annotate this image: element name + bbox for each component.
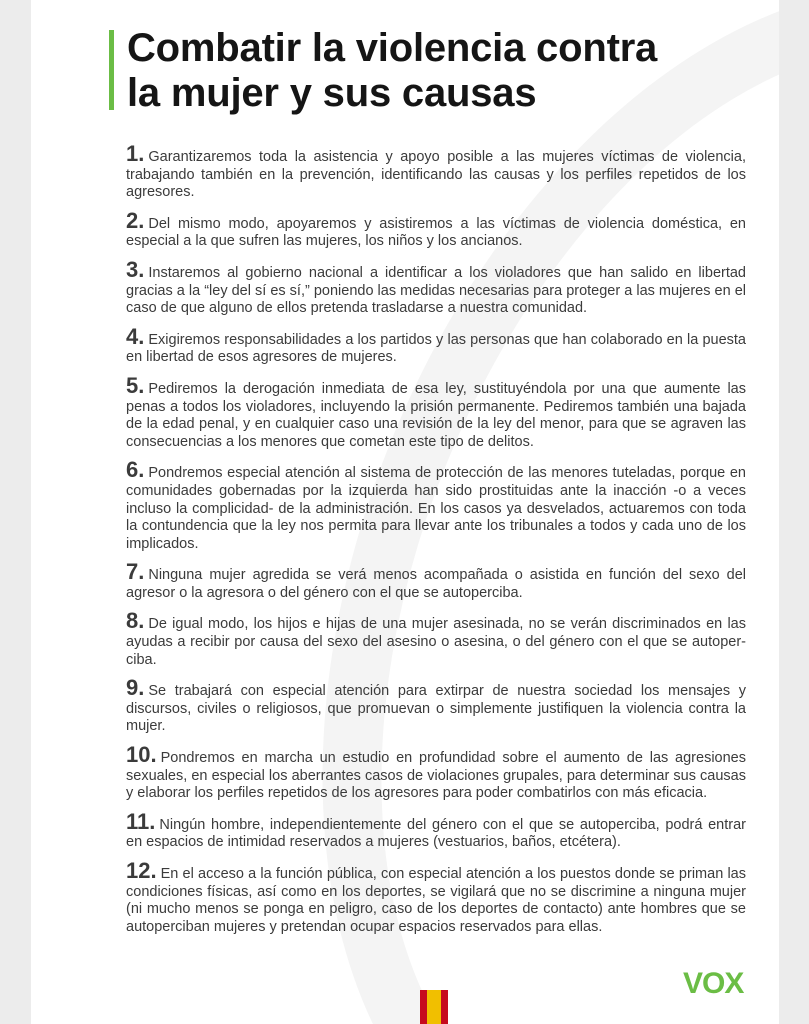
list-item <box>126 372 746 451</box>
item-text: Instaremos al gobierno nacional a identificar a los violadores que han salido en libertad gracias a la “ley del sí es sí,” poniendo las medidas necesarias para proteger a las mujeres en el caso de que alguno de ellos pretenda trasladarse a nuestra comunidad. <box>126 264 746 317</box>
item-number: 2. <box>126 207 145 233</box>
list-item <box>126 457 746 553</box>
item-text: Exigiremos responsabilidades a los partidos y las personas que han colaborado en la puesta en libertad de esos agresores de mujeres. <box>126 331 746 366</box>
item-number: 7. <box>126 559 145 585</box>
vox-logo: VOX <box>683 967 744 1000</box>
list-item <box>126 559 746 602</box>
item-number: 10. <box>126 742 157 768</box>
title-accent-bar <box>109 30 114 110</box>
item-text: De igual modo, los hijos e hijas de una mujer asesinada, no se verán discriminados en las ayudas a recibir por causa del sexo del asesino o asesina, o del género con el que se autoper-ciba. <box>126 616 746 668</box>
item-text: Ningún hombre, independientemente del género con el que se autoperciba, podrá entrar en espacios de intimidad reservados a mujeres (vestuarios, baños, etcétera). <box>126 816 746 851</box>
item-number: 4. <box>126 323 145 349</box>
list-item <box>126 608 746 669</box>
item-number: 9. <box>126 675 145 701</box>
document-page <box>31 0 779 1024</box>
list-item <box>126 808 746 852</box>
item-number: 12. <box>126 858 157 883</box>
item-number: 3. <box>126 256 145 282</box>
spanish-flag-icon <box>420 990 448 1024</box>
list-item <box>126 675 746 736</box>
page-title <box>127 26 767 116</box>
measures-list <box>126 141 746 946</box>
item-text: En el acceso a la función pública, con especial atención a los puestos donde se priman las condiciones físicas, así como en los deportes, se vigilará que no se discrimine a ninguna mujer (ni mucho menos se ponga en peligro, caso de los deportes de contacto) ante hombres que se autoperciban mujeres y pretendan ocupar espacios reservados para ellas. <box>126 866 746 935</box>
list-item <box>126 256 746 318</box>
item-number: 11. <box>126 808 156 834</box>
title-line-1: Combatir la violencia contra <box>127 26 658 70</box>
item-text: Se trabajará con especial atención para extirpar de nuestra sociedad los mensajes y discursos, civiles o religiosos, que promuevan o simplemente justifiquen la violencia contra la mujer. <box>126 683 746 735</box>
title-line-2: la mujer y sus causas <box>127 71 537 115</box>
item-text: Garantizaremos toda la asistencia y apoyo posible a las mujeres víctimas de violencia, trabajando también en la prevención, identificando las causas y los perfiles repetidos de los agresores. <box>126 149 746 201</box>
list-item <box>126 141 746 202</box>
item-text: Pondremos en marcha un estudio en profundidad sobre el aumento de las agresiones sexuales, en especial los aberrantes casos de violaciones grupales, para determinar sus causas y elaborar los perfiles repetidos de los agresores para poder combatirlos con más eficacia. <box>126 750 746 802</box>
list-item <box>126 207 746 251</box>
list-item <box>126 323 746 367</box>
item-number: 1. <box>126 141 145 166</box>
list-item <box>126 858 746 936</box>
item-text: Del mismo modo, apoyaremos y asistiremos a las víctimas de violencia doméstica, en especial a la que sufren las mujeres, los niños y los ancianos. <box>126 215 746 250</box>
item-text: Pediremos la derogación inmediata de esa ley, sustituyéndola por una que aumente las penas a todos los violadores, incluyendo la prisión permanente. Pediremos también una bajada de la edad penal, y en cualquier caso una revisión de la ley del menor, para que se agraven las consecuencias a los menores que cometan este tipo de delitos. <box>126 380 746 450</box>
item-number: 5. <box>126 372 145 398</box>
item-text: Ninguna mujer agredida se verá menos acompañada o asistida en función del sexo del agresor o la agresora o del género con el que se autoperciba. <box>126 567 746 601</box>
list-item <box>126 742 746 803</box>
item-number: 8. <box>126 608 145 634</box>
item-number: 6. <box>126 457 145 483</box>
item-text: Pondremos especial atención al sistema de protección de las menores tuteladas, porque en comunidades gobernadas por la izquierda han sido prostituidas ante la inacción -o a veces incluso la complicidad- de la administración. En los casos ya desvelados, actuaremos con toda la contundencia que la ley nos permita para llevar ante los tribunales a todos y cada uno de los implicados. <box>126 465 746 552</box>
